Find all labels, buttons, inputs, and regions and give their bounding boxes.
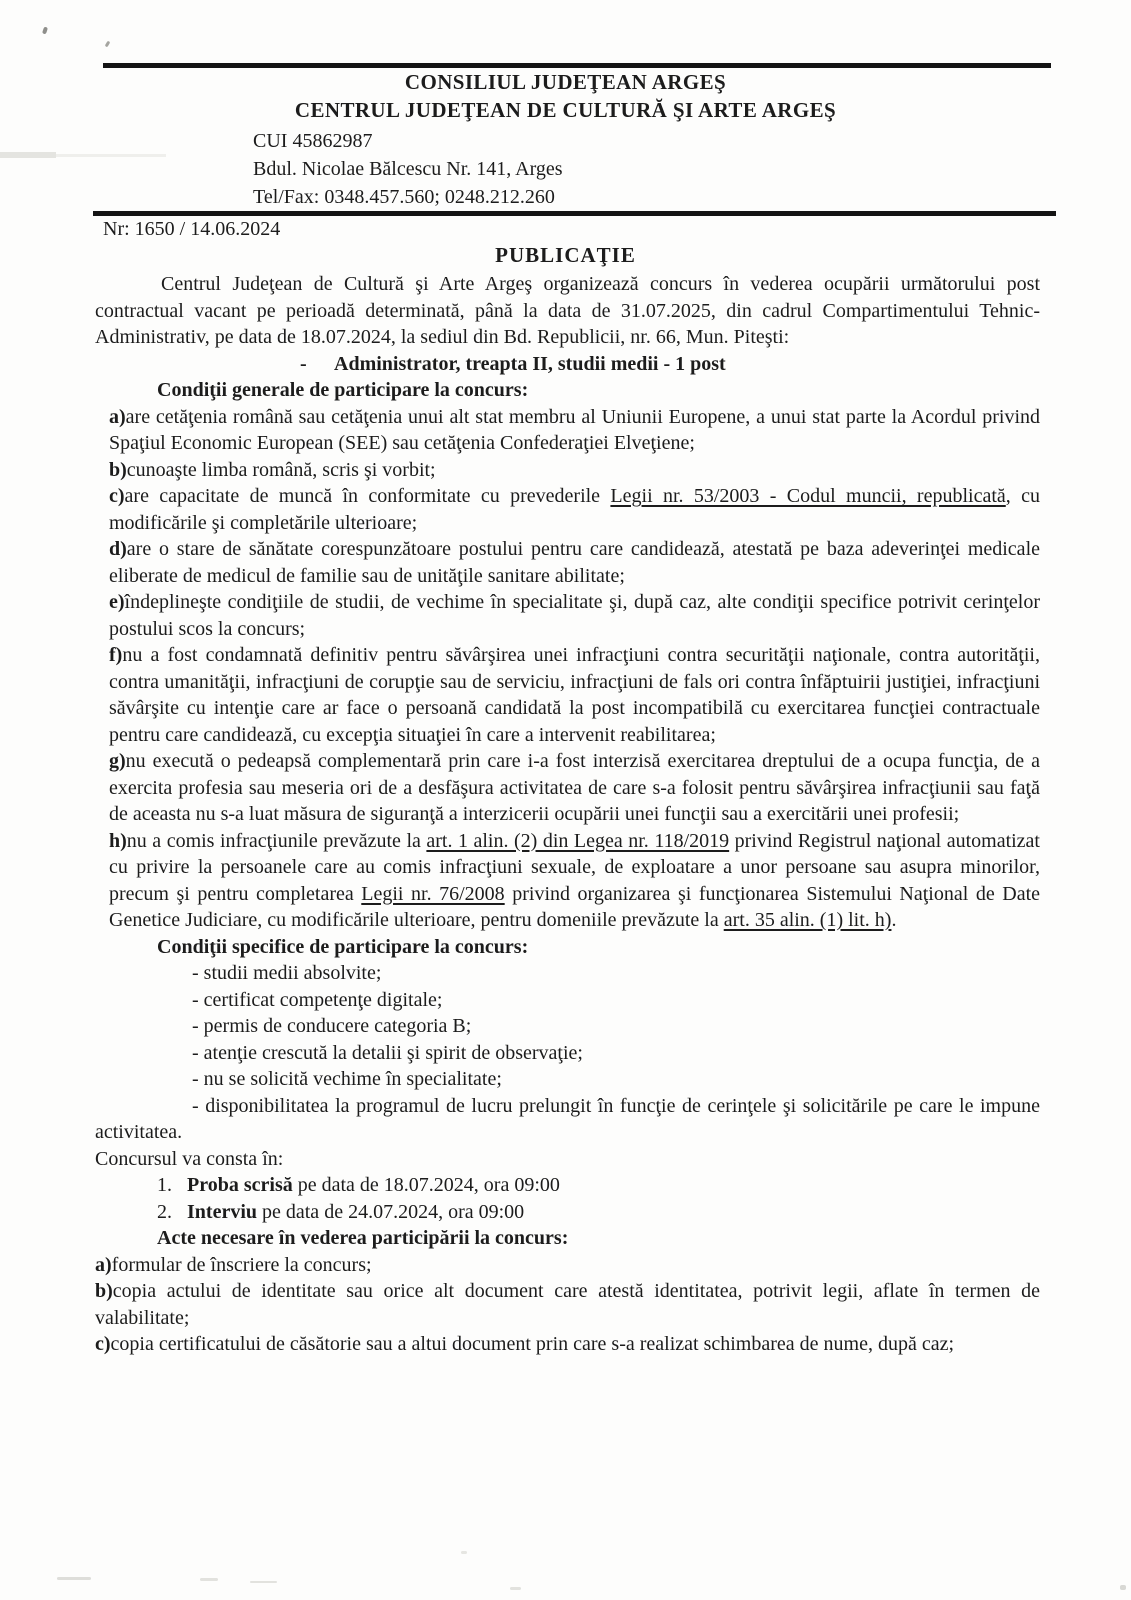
general-condition-item-g: g)nu execută o pedeapsă complementară prin care i-a fost interzisă exercitarea dreptului de a ocupa funcţia, de a exercita profesia sau meseria ori de a desfăşura activitatea de care s-a folosit pentru săvârşirea infracţiunii sau faţă de aceasta nu s-a luat măsura de siguranţă a interzicerii ocupării unei funcţii sau a exercitării unei profesii; [109, 750, 1040, 825]
general-condition-item-d: d)are o stare de sănătate corespunzătoare postului pentru care candidează, atestată pe baza adeverinţei medicale eliberate de medicul de familie sau de unităţile sanitare abilitate; [109, 538, 1040, 587]
telfax-line: Tel/Fax: 0348.457.560; 0248.212.260 [253, 186, 555, 208]
specific-condition-item: - atenţie crescută la detalii şi spirit de observaţie; [192, 1041, 583, 1064]
contest-step-1: 1. Proba scrisă pe data de 18.07.2024, ora 09:00 [157, 1174, 560, 1196]
letterhead-info [253, 127, 563, 211]
intro-paragraph: Centrul Judeţean de Cultură şi Arte Argeş organizează concurs în vederea ocupării următorului post contractual vacant pe perioadă determinată, până la data de 31.07.2025, din cadrul Compartimentului Tehnic-Administrativ, pe data de 18.07.2024, la sediul din Bd. Republicii, nr. 66, Mun. Piteşti: [95, 273, 1040, 348]
address-line: Bdul. Nicolae Bălcescu Nr. 141, Arges [253, 158, 563, 180]
specific-condition-item: - studii medii absolvite; [192, 962, 382, 984]
document-body [95, 271, 1040, 1358]
scan-artifact [0, 152, 56, 158]
scan-artifact [1120, 1585, 1126, 1590]
specific-condition-item: - certificat competenţe digitale; [192, 988, 443, 1011]
document-title: PUBLICAŢIE [495, 243, 636, 267]
dash-bullet: - [300, 352, 307, 375]
general-conditions-heading: Condiţii generale de participare la concurs: [157, 379, 529, 401]
general-condition-item-b: b)cunoaşte limba română, scris şi vorbit; [109, 458, 436, 481]
position-line [95, 351, 1040, 378]
letterhead-bottom-rule [93, 211, 1056, 216]
contest-lead: Concursul va consta în: [95, 1147, 284, 1170]
org-name-line-1: CONSILIUL JUDEŢEAN ARGEŞ [404, 70, 727, 94]
scan-artifact [56, 154, 166, 157]
scan-artifact [105, 41, 111, 48]
scan-artifact [510, 1587, 521, 1590]
scan-artifact [250, 1581, 277, 1583]
specific-conditions-heading: Condiţii specifice de participare la concurs: [157, 935, 529, 958]
org-name-line-2: CENTRUL JUDEŢEAN DE CULTURĂ ŞI ARTE ARGEŞ [294, 98, 837, 122]
document-item-c: c)copia certificatului de căsătorie sau a altui document prin care s-a realizat schimbarea de nume, după caz; [95, 1333, 955, 1355]
document-item-a: a)formular de înscriere la concurs; [95, 1253, 372, 1276]
scan-artifact [42, 27, 48, 35]
cui-line: CUI 45862987 [253, 130, 373, 152]
general-condition-item-e: e)îndeplineşte condiţiile de studii, de vechime în specialitate şi, după caz, alte condiţii specifice potrivit cerinţelor postului scos la concurs; [109, 591, 1040, 640]
scan-artifact [57, 1577, 91, 1580]
letterhead-top-rule [103, 63, 1051, 68]
general-condition-item-h: h)nu a comis infracţiunile prevăzute la art. 1 alin. (2) din Legea nr. 118/2019 privind Registrul naţional automatizat cu privire la persoanele care au comis infracţiuni sexuale, de exploatare a unor persoane sau asupra minorilor, precum şi pentru completarea Legii nr. 76/2008 privind organizarea şi funcţionarea Sistemului Naţional de Date Genetice Judiciare, cu modificările ulterioare, pentru domeniile prevăzute la art. 35 alin. (1) lit. h). [109, 829, 1041, 931]
scan-artifact [200, 1578, 218, 1581]
position-label: Administrator, treapta II, studii medii - 1 post [334, 352, 726, 375]
scan-artifact [461, 1551, 467, 1554]
general-condition-item-c: c)are capacitate de muncă în conformitate cu prevederile Legii nr. 53/2003 - Codul muncii, republicată, cu modificările şi completările ulterioare; [109, 485, 1040, 534]
general-condition-item-f: f)nu a fost condamnată definitiv pentru săvârşirea unei infracţiuni contra securităţii naţionale, contra autorităţii, contra umanităţii, infracţiuni de corupţie sau de serviciu, infracţiuni de fals ori contra înfăptuirii justiţiei, infracţiuni săvârşite cu intenţie care ar face o persoană candidată la post incompatibilă cu exercitarea funcţiei contractuale pentru care candidează, cu excepţia situaţiei în care a intervenit reabilitarea; [109, 644, 1040, 746]
contest-step-2: 2. Interviu pe data de 24.07.2024, ora 09:00 [157, 1200, 525, 1223]
specific-condition-item-last: - disponibilitatea la programul de lucru prelungit în funcţie de cerinţele şi solicitările pe care le impune activitatea. [95, 1094, 1040, 1143]
general-condition-item-a: a)are cetăţenia română sau cetăţenia unui alt stat membru al Uniunii Europene, a unui stat parte la Acordul privind Spaţiul Economic European (SEE) sau cetăţenia Confederaţiei Elveţiene; [109, 405, 1040, 454]
document-item-b: b)copia actului de identitate sau orice alt document care atestă identitatea, potrivit legii, aflate în termen de valabilitate; [95, 1280, 1040, 1329]
specific-condition-item: - nu se solicită vechime în specialitate; [192, 1068, 502, 1090]
specific-condition-item: - permis de conducere categoria B; [192, 1015, 472, 1037]
registration-number: Nr: 1650 / 14.06.2024 [103, 218, 281, 240]
documents-heading: Acte necesare în vederea participării la concurs: [157, 1227, 569, 1249]
